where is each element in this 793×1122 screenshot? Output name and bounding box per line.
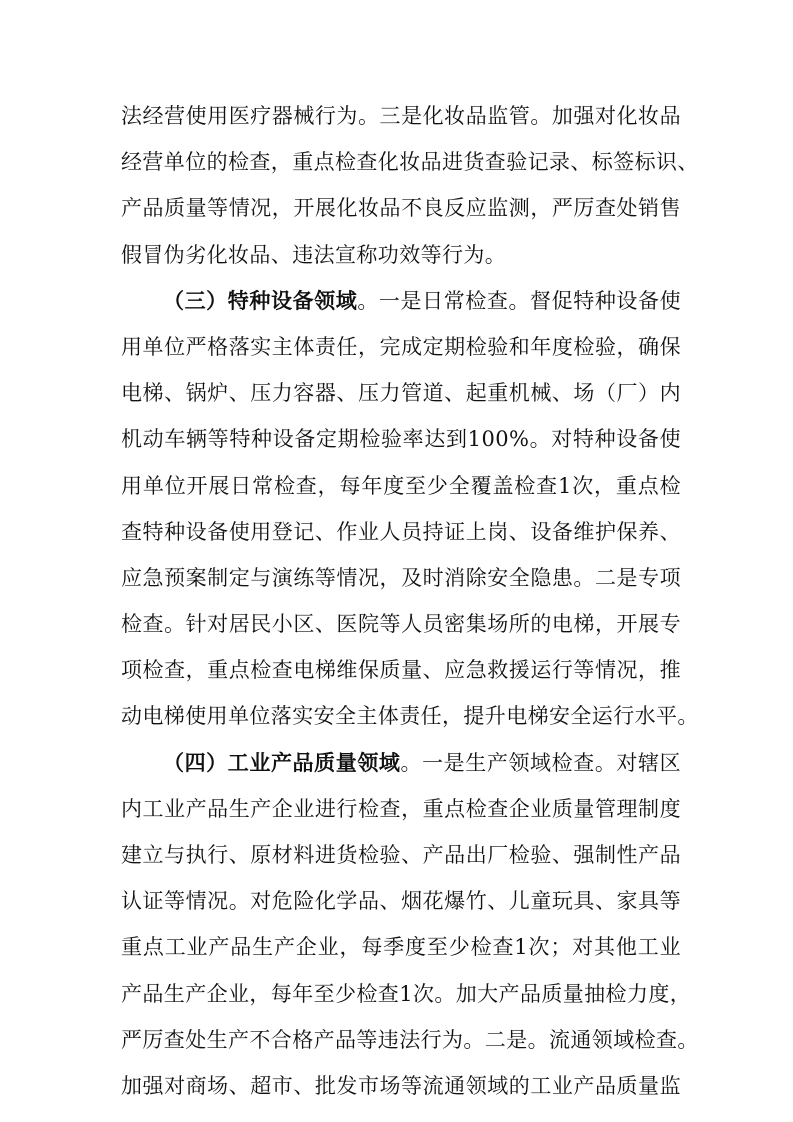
text-line: 内工业产品生产企业进行检查，重点检查企业质量管理制度 bbox=[121, 796, 681, 821]
text-line: 检查。针对居民小区、医院等人员密集场所的电梯，开展专 bbox=[121, 612, 681, 637]
text-line: 机动车辆等特种设备定期检验率达到100%。对特种设备使 bbox=[121, 427, 681, 452]
section-4-lead-text: 。一是生产领域检查。对辖区 bbox=[400, 750, 681, 775]
section-3-heading: （三）特种设备领域 bbox=[163, 288, 358, 313]
text-line: 认证等情况。对危险化学品、烟花爆竹、儿童玩具、家具等 bbox=[121, 889, 681, 914]
text-line: 建立与执行、原材料进货检验、产品出厂检验、强制性产品 bbox=[121, 843, 681, 867]
text-line: 假冒伪劣化妆品、违法宣称功效等行为。 bbox=[121, 242, 507, 267]
text-line: 动电梯使用单位落实安全主体责任，提升电梯安全运行水平。 bbox=[121, 704, 699, 729]
text-line: 用单位严格落实主体责任，完成定期检验和年度检验，确保 bbox=[121, 334, 681, 359]
text-line: 法经营使用医疗器械行为。三是化妆品监管。加强对化妆品 bbox=[121, 104, 681, 128]
text-line: 产品质量等情况，开展化妆品不良反应监测，严厉查处销售 bbox=[121, 196, 681, 221]
text-line: 严厉查处生产不合格产品等违法行为。二是。流通领域检查。 bbox=[121, 1027, 699, 1052]
text-line: 项检查，重点检查电梯维保质量、应急救援运行等情况，推 bbox=[121, 658, 681, 683]
text-line: 应急预案制定与演练等情况，及时消除安全隐患。二是专项 bbox=[121, 565, 681, 590]
text-line: 经营单位的检查，重点检查化妆品进货查验记录、标签标识、 bbox=[121, 150, 699, 175]
text-line: 加强对商场、超市、批发市场等流通领域的工业产品质量监 bbox=[121, 1073, 681, 1098]
section-3-first-line bbox=[121, 278, 681, 324]
section-4-heading: （四）工业产品质量领域 bbox=[163, 750, 401, 775]
text-line: 电梯、锅炉、压力容器、压力管道、起重机械、场（厂）内 bbox=[121, 381, 681, 406]
section-4-first-line bbox=[121, 740, 681, 786]
body-text bbox=[121, 93, 699, 1109]
text-line: 产品生产企业，每年至少检查1次。加大产品质量抽检力度， bbox=[121, 981, 692, 1006]
section-3-lead-text: 。一是日常检查。督促特种设备使 bbox=[357, 288, 681, 313]
text-line: 重点工业产品生产企业，每季度至少检查1次；对其他工业 bbox=[121, 935, 681, 960]
text-line: 查特种设备使用登记、作业人员持证上岗、设备维护保养、 bbox=[121, 519, 681, 544]
text-line: 用单位开展日常检查，每年度至少全覆盖检查1次，重点检 bbox=[121, 473, 681, 498]
